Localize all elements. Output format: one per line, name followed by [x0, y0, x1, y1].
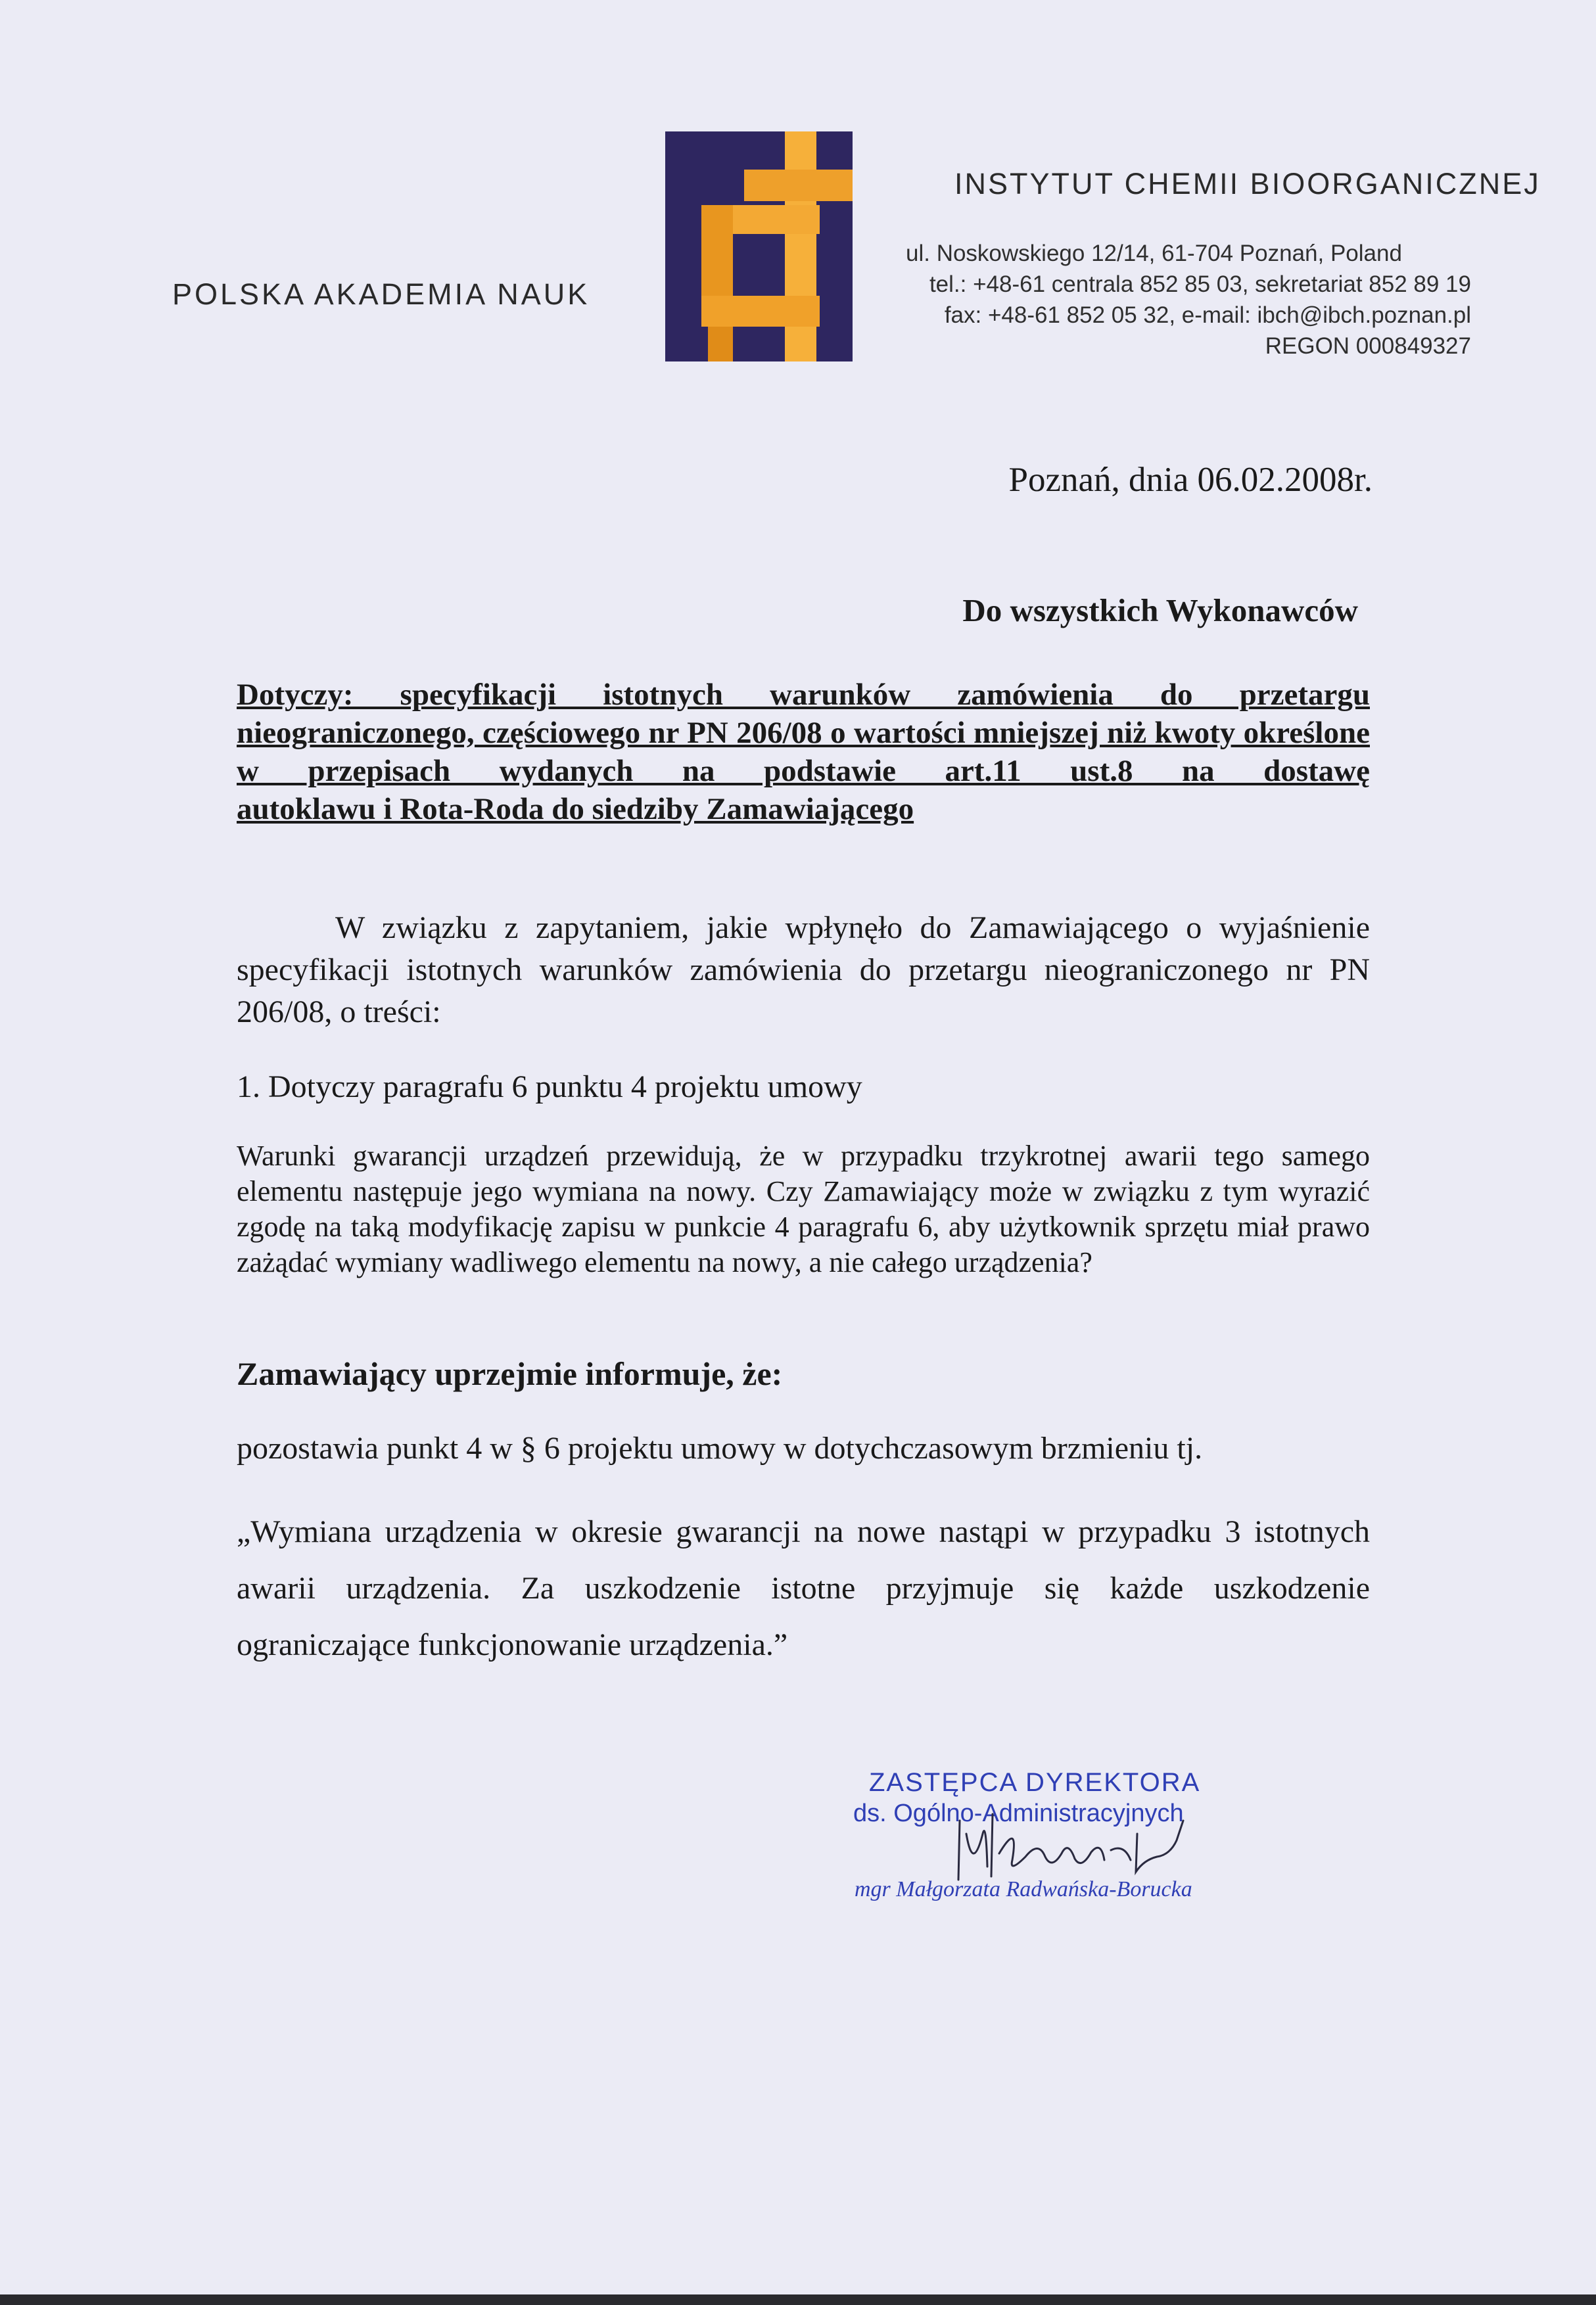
subject: [237, 676, 1370, 828]
subject-main: Dotyczy: specyfikacji istotnych warunków zamówienia do przetargu nieograniczonego, częściowego nr PN 206/08 o wartości mniejszej niż kwoty określone w przepisach wydanych na podstawie art.11 ust.8 na dostawę: [237, 678, 1370, 788]
stamp-name: mgr Małgorzata Radwańska-Borucka: [855, 1877, 1192, 1901]
answer-text: pozostawia punkt 4 w § 6 projektu umowy w dotychczasowym brzmieniu tj.: [237, 1431, 1203, 1466]
address-line: ul. Noskowskiego 12/14, 61-704 Poznań, Poland: [906, 241, 1402, 266]
quoted-clause: „Wymiana urządzenia w okresie gwarancji na nowe nastąpi w przypadku 3 istotnych awarii urządzenia. Za uszkodzenie istotne przyjmuje się każde uszkodzenie ograniczające funkcjonowanie urządzenia.”: [237, 1514, 1370, 1662]
institute-contact: [880, 238, 1471, 361]
point-1: 1. Dotyczy paragrafu 6 punktu 4 projektu umowy: [237, 1069, 862, 1104]
phone-line: tel.: +48-61 centrala 852 85 03, sekretariat 852 89 19: [929, 271, 1471, 297]
stamp-title: ZASTĘPCA DYREKTORA: [869, 1768, 1201, 1797]
place-date: Poznań, dnia 06.02.2008r.: [1008, 461, 1373, 499]
stamp-department: ds. Ogólno-Administracyjnych: [853, 1800, 1184, 1827]
regon-line: REGON 000849327: [1265, 333, 1471, 359]
addressee: Do wszystkich Wykonawców: [962, 592, 1358, 628]
subject-last-line: autoklawu i Rota-Roda do siedziby Zamawiającego: [237, 792, 914, 826]
intro-paragraph: W związku z zapytaniem, jakie wpłynęło do Zamawiającego o wyjaśnienie specyfikacji istotnych warunków zamówienia do przetargu nieograniczonego nr PN 206/08, o treści:: [237, 910, 1370, 1029]
fax-email-line: fax: +48-61 852 05 32, e-mail: ibch@ibch.poznan.pl: [944, 302, 1471, 328]
academy-name: POLSKA AKADEMIA NAUK: [172, 277, 590, 311]
institute-logo: [665, 131, 853, 361]
question-paragraph: Warunki gwarancji urządzeń przewidują, że w przypadku trzykrotnej awarii tego samego elementu następuje jego wymiana na nowy. Czy Zamawiający może w związku z tym wyrazić zgodę na taką modyfikację zapisu w punkcie 4 paragrafu 6, aby użytkownik sprzętu miał prawo zażądać wymiany wadliwego elementu na nowy, a nie całego urządzenia?: [237, 1140, 1370, 1278]
institute-name: INSTYTUT CHEMII BIOORGANICZNEJ: [954, 167, 1541, 200]
scan-bottom-edge: [0, 2294, 1596, 2305]
answer-heading: Zamawiający uprzejmie informuje, że:: [237, 1355, 783, 1392]
handwritten-signature: [947, 1794, 1249, 1899]
